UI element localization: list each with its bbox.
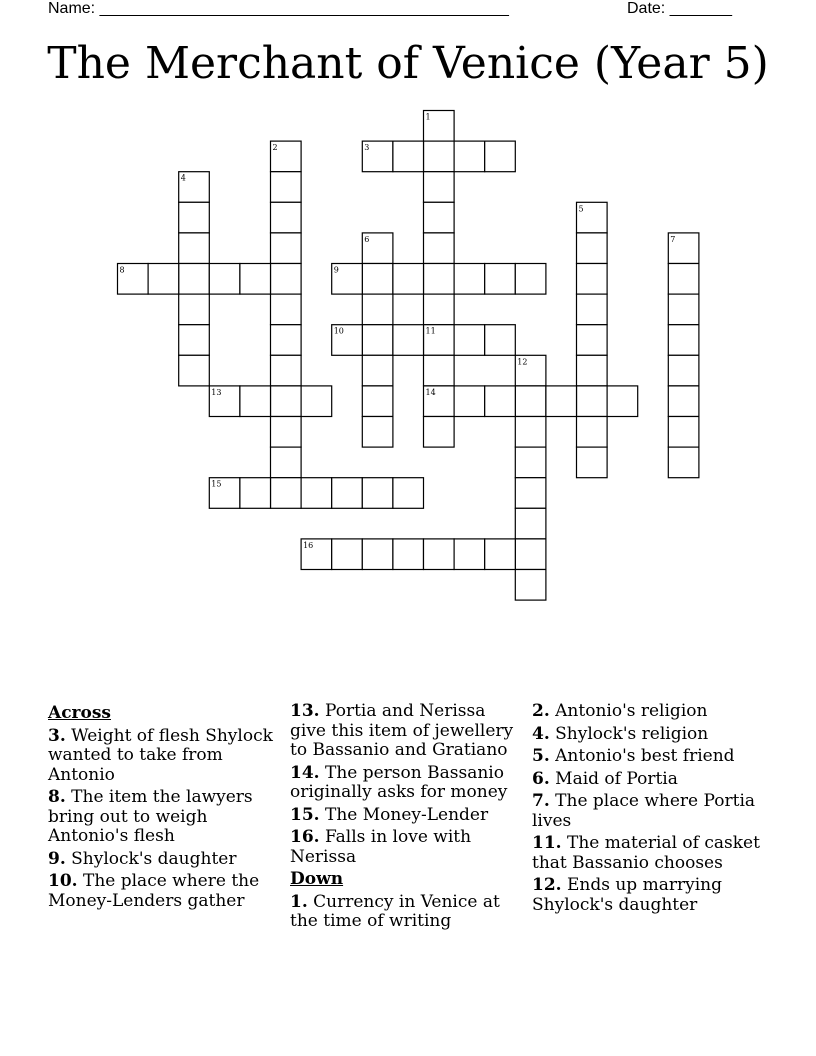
clue-number: 9. [48, 848, 66, 869]
clue-down-2 [532, 702, 764, 722]
grid-cell[interactable] [668, 294, 699, 325]
clue-across-9 [48, 850, 273, 870]
grid-cell[interactable] [271, 172, 302, 203]
grid-cell[interactable] [424, 202, 455, 233]
date-field-label[interactable]: Date: _______ [627, 0, 732, 17]
grid-cell[interactable] [271, 447, 302, 478]
grid-cell[interactable] [332, 478, 363, 509]
grid-cell[interactable] [179, 202, 210, 233]
cell-number: 5 [578, 204, 584, 214]
grid-cell[interactable] [209, 264, 240, 295]
grid-cell[interactable] [577, 386, 608, 417]
clue-text: Currency in Venice at the time of writing [290, 891, 500, 931]
clue-down-12 [532, 876, 764, 915]
cell-number: 7 [670, 234, 676, 244]
cell-number: 3 [364, 143, 370, 153]
clue-column-3 [532, 702, 764, 918]
grid-cell[interactable] [362, 386, 393, 417]
clue-text: The place where the Money-Lenders gather [48, 871, 260, 911]
clue-down-5 [532, 747, 764, 767]
grid-cell[interactable] [393, 141, 424, 172]
grid-cell[interactable] [362, 264, 393, 295]
grid-cell[interactable] [240, 478, 271, 509]
grid-cell[interactable] [424, 233, 455, 264]
grid-cell[interactable] [485, 539, 516, 570]
grid-cell[interactable] [271, 325, 302, 356]
grid-cell[interactable] [424, 294, 455, 325]
grid-cell[interactable] [515, 417, 546, 448]
clue-across-14 [290, 764, 522, 803]
clue-down-4 [532, 725, 764, 745]
cell-number: 1 [425, 112, 431, 122]
grid-cell[interactable] [454, 539, 485, 570]
clue-text: Portia and Nerissa give this item of jewellery to Bassanio and Gratiano [290, 701, 514, 760]
clue-across-3 [48, 727, 273, 786]
grid-cell[interactable] [668, 447, 699, 478]
clue-number: 1. [290, 891, 308, 912]
clue-number: 15. [290, 804, 320, 825]
grid-cell[interactable] [485, 386, 516, 417]
grid-cell[interactable] [485, 141, 516, 172]
grid-cell[interactable] [577, 447, 608, 478]
clue-text: Antonio's religion [555, 701, 708, 721]
clue-number: 11. [532, 833, 562, 853]
grid-cell[interactable] [271, 355, 302, 386]
clue-text: Falls in love with Nerissa [290, 827, 472, 867]
clue-number: 16. [290, 827, 320, 847]
clue-number: 3. [48, 725, 66, 746]
clue-text: Shylock's religion [555, 723, 709, 744]
grid-cell[interactable] [332, 539, 363, 570]
grid-cell[interactable] [668, 264, 699, 295]
clue-column-1 [48, 702, 273, 914]
grid-cell[interactable] [362, 539, 393, 570]
page-title: The Merchant of Venice (Year 5) [47, 38, 769, 89]
clue-number: 10. [48, 871, 78, 891]
cell-number: 14 [425, 387, 436, 397]
cell-number: 10 [333, 326, 344, 336]
grid-cell[interactable] [424, 417, 455, 448]
cell-number: 12 [517, 357, 528, 367]
grid-cell[interactable] [179, 325, 210, 356]
grid-cell[interactable] [454, 325, 485, 356]
clue-across-15 [290, 806, 522, 826]
grid-cell[interactable] [393, 539, 424, 570]
clue-across-10 [48, 872, 273, 911]
grid-cell[interactable] [362, 325, 393, 356]
cell-number: 6 [364, 234, 370, 244]
grid-cell[interactable] [577, 264, 608, 295]
grid-cell[interactable] [515, 386, 546, 417]
clue-text: Maid of Portia [555, 768, 678, 789]
grid-cell[interactable] [577, 233, 608, 264]
down-heading: Down [290, 869, 344, 889]
grid-cell[interactable] [240, 386, 271, 417]
clue-across-13 [290, 702, 522, 761]
cell-number: 11 [425, 326, 436, 336]
clue-number: 5. [532, 746, 550, 766]
grid-cell[interactable] [362, 355, 393, 386]
cell-number: 8 [119, 265, 125, 275]
clue-down-11 [532, 834, 764, 873]
clue-number: 6. [532, 768, 550, 789]
grid-cell[interactable] [271, 202, 302, 233]
grid-cell[interactable] [424, 264, 455, 295]
clue-number: 4. [532, 723, 550, 744]
cell-number: 4 [180, 173, 186, 183]
clue-text: The item the lawyers bring out to weigh Antonio's flesh [48, 787, 253, 846]
grid-cell[interactable] [607, 386, 638, 417]
grid-cell[interactable] [668, 386, 699, 417]
grid-cell[interactable] [179, 233, 210, 264]
grid-cell[interactable] [271, 294, 302, 325]
grid-cell[interactable] [515, 447, 546, 478]
clue-number: 8. [48, 787, 66, 807]
clue-text: The place where Portia lives [532, 791, 756, 831]
clue-number: 12. [532, 875, 562, 895]
name-field-label[interactable]: Name: ______________________________________________ [48, 0, 509, 17]
grid-cell[interactable] [179, 264, 210, 295]
grid-cell[interactable] [485, 325, 516, 356]
grid-cell[interactable] [515, 508, 546, 539]
grid-cell[interactable] [515, 478, 546, 509]
clue-number: 7. [532, 791, 550, 811]
clue-text: The person Bassanio originally asks for money [290, 762, 508, 802]
grid-cell[interactable] [424, 539, 455, 570]
grid-cell[interactable] [301, 478, 332, 509]
grid-cell[interactable] [577, 325, 608, 356]
grid-cell[interactable] [240, 264, 271, 295]
clue-down-6 [532, 770, 764, 790]
grid-cell[interactable] [454, 264, 485, 295]
grid-cell[interactable] [393, 325, 424, 356]
cell-number: 9 [333, 265, 339, 275]
cell-number: 13 [211, 387, 222, 397]
grid-cell[interactable] [668, 417, 699, 448]
clue-text: Weight of flesh Shylock wanted to take from Antonio [48, 725, 273, 785]
grid-cell[interactable] [485, 264, 516, 295]
clue-number: 13. [290, 701, 320, 721]
grid-cell[interactable] [271, 233, 302, 264]
clue-text: Shylock's daughter [71, 848, 237, 869]
grid-cell[interactable] [393, 478, 424, 509]
grid-cell[interactable] [424, 141, 455, 172]
grid-cell[interactable] [393, 264, 424, 295]
grid-cell[interactable] [668, 325, 699, 356]
clue-down-7 [532, 792, 764, 831]
grid-cell[interactable] [179, 294, 210, 325]
grid-cell[interactable] [271, 264, 302, 295]
grid-cell[interactable] [546, 386, 577, 417]
grid-cell[interactable] [454, 386, 485, 417]
grid-cell[interactable] [301, 386, 332, 417]
grid-cell[interactable] [424, 172, 455, 203]
clue-text: The material of casket that Bassanio chooses [532, 833, 760, 873]
clue-text: Ends up marrying Shylock's daughter [532, 875, 722, 915]
clue-text: Antonio's best friend [555, 746, 735, 766]
grid-cell[interactable] [148, 264, 179, 295]
grid-cell[interactable] [515, 570, 546, 601]
clue-number: 14. [290, 762, 320, 783]
clue-column-2 [290, 702, 522, 935]
grid-cell[interactable] [271, 478, 302, 509]
grid-cell[interactable] [362, 294, 393, 325]
cell-number: 2 [272, 143, 278, 153]
grid-cell[interactable] [515, 264, 546, 295]
grid-cell[interactable] [515, 539, 546, 570]
grid-cell[interactable] [362, 478, 393, 509]
grid-cell[interactable] [271, 417, 302, 448]
grid-cell[interactable] [454, 141, 485, 172]
grid-cell[interactable] [577, 355, 608, 386]
clue-number: 2. [532, 701, 550, 721]
cell-number: 15 [211, 479, 222, 489]
grid-cell[interactable] [362, 417, 393, 448]
cell-number: 16 [303, 540, 314, 550]
grid-cell[interactable] [271, 386, 302, 417]
grid-cell[interactable] [668, 355, 699, 386]
clue-across-8 [48, 788, 273, 847]
across-heading: Across [48, 703, 111, 723]
grid-cell[interactable] [424, 355, 455, 386]
grid-cell[interactable] [577, 417, 608, 448]
grid-cell[interactable] [577, 294, 608, 325]
clue-text: The Money-Lender [324, 804, 489, 825]
clue-across-16 [290, 828, 522, 867]
clue-down-1 [290, 893, 522, 932]
grid-cell[interactable] [179, 355, 210, 386]
